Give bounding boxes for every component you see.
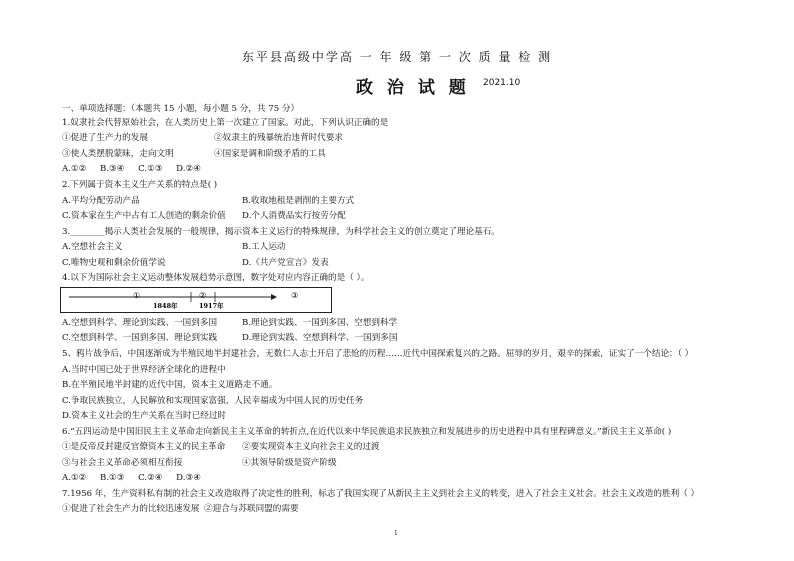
q5-stem: 5、鸦片战争后，中国逐渐成为半殖民地半封建社会，无数仁人志士开启了悲怆的历程……近代中国探索复兴的之路。屈辱的岁月，艰辛的探索，证实了一个结论：（ ） [62, 349, 694, 359]
q1-choice-2: ②奴隶主的残暴统治违背时代要求 [214, 133, 343, 143]
exam-date: 2021.10 [483, 78, 521, 88]
trend-arrow-head [271, 294, 277, 300]
q4-option-b: B.理论到实践、一国到多国、空想到科学 [242, 318, 398, 328]
q6-choice-2: ②要实现资本主义向社会主义的过渡 [242, 442, 380, 452]
diagram-label-3: ③ [291, 291, 299, 300]
q1-stem: 1.奴隶社会代替原始社会，在人类历史上第一次建立了国家。对此，下列认识正确的是 [62, 118, 389, 128]
section-heading: 一、单项选择题：（本题共 15 小题，每小题 5 分，共 75 分） [62, 104, 300, 114]
q1-choice-3: ③使人类摆脱蒙昧，走向文明 [62, 149, 174, 159]
q3-option-b: B.工人运动 [242, 242, 286, 252]
q5-option-c: C.争取民族独立，人民解放和实现国家富强，人民幸福成为中国人民的历史任务 [62, 396, 364, 406]
q2-option-d: D.个人消费品实行按劳分配 [242, 211, 346, 221]
diagram-label-2: ② [199, 291, 207, 300]
q3-stem: 3.________揭示人类社会发展的一般规律，揭示资本主义运行的特殊规律，为科学社会主义的创立奠定了理论基石。 [62, 227, 500, 237]
q6-choice-4: ④其领导阶级是资产阶级 [242, 458, 337, 468]
q6-choice-1: ①是反帝反封建反官僚资本主义的民主革命 [62, 442, 226, 452]
q3-option-a: A.空想社会主义 [62, 242, 123, 252]
q5-option-b: B.在半殖民地半封建的近代中国，资本主义道路走不通。 [62, 380, 278, 390]
q2-option-b: B.收取地租是剥削的主要方式 [242, 196, 355, 206]
diagram-label-1: ① [133, 291, 141, 300]
q2-option-a: A.平均分配劳动产品 [62, 196, 140, 206]
exam-title: 政 治 试 题 [356, 78, 470, 98]
q6-stem: 6.“五四运动是中国旧民主主义革命走向新民主主义革命的转折点,在近代以来中华民族追求民族独立和发展进步的历史进程中具有里程碑意义。”新民主主义革命( ) [62, 427, 672, 437]
q4-option-a: A.空想到科学、理论到实践、一国到多国 [62, 318, 218, 328]
q2-option-c: C.资本家在生产中占有工人创造的剩余价值 [62, 211, 226, 221]
diagram-year-1848: 1848年 [153, 302, 178, 310]
q6-choice-3: ③与社会主义革命必须相互衔接 [62, 458, 183, 468]
q2-stem: 2.下列属于资本主义生产关系的特点是( ) [62, 180, 218, 190]
q1-options: A.①② B.③④ C.①③ D.②④ [62, 164, 201, 174]
q3-option-d: D.《共产党宣言》发表 [242, 258, 329, 268]
q1-choice-1: ①促进了生产力的发展 [62, 133, 148, 143]
q4-stem: 4.以下为国际社会主义运动整体发展趋势示意图，数字处对应内容正确的是（ ）。 [62, 273, 370, 283]
q4-option-c: C.空想到科学、一国到多国、理论到实践 [62, 333, 218, 343]
page-number: 1 [394, 530, 398, 537]
school-exam-heading: 东平县高级中学高 一 年 级 第 一 次 质 量 检 测 [241, 50, 553, 64]
trend-arrow-svg [61, 288, 331, 312]
diagram-year-1917: 1917年 [199, 302, 224, 310]
q5-option-a: A.当时中国已处于世界经济全球化的进程中 [62, 365, 226, 375]
trend-diagram [60, 287, 332, 313]
q7-stem: 7.1956 年，生产资料私有制的社会主义改造取得了决定性的胜利，标志了我国实现了从新民主主义到社会主义的转变，进入了社会主义社会。社会主义改造的胜利（ ） [62, 489, 700, 499]
q3-option-c: C.唯物史观和剩余价值学说 [62, 258, 166, 268]
q1-choice-4: ④国家是调和阶级矛盾的工具 [214, 149, 326, 159]
q4-option-d: D.理论到实践、空想到科学、一国到多国 [242, 333, 398, 343]
q6-options: A.①② B.①③ C.②④ D.③④ [62, 473, 201, 483]
q5-option-d: D.资本主义社会的生产关系在当时已经过时 [62, 411, 227, 421]
q7-choice-2: ②迎合与苏联同盟的需要 [204, 504, 299, 514]
q7-choice-1: ①促进了社会生产力的比较迅速发展 [62, 504, 200, 514]
